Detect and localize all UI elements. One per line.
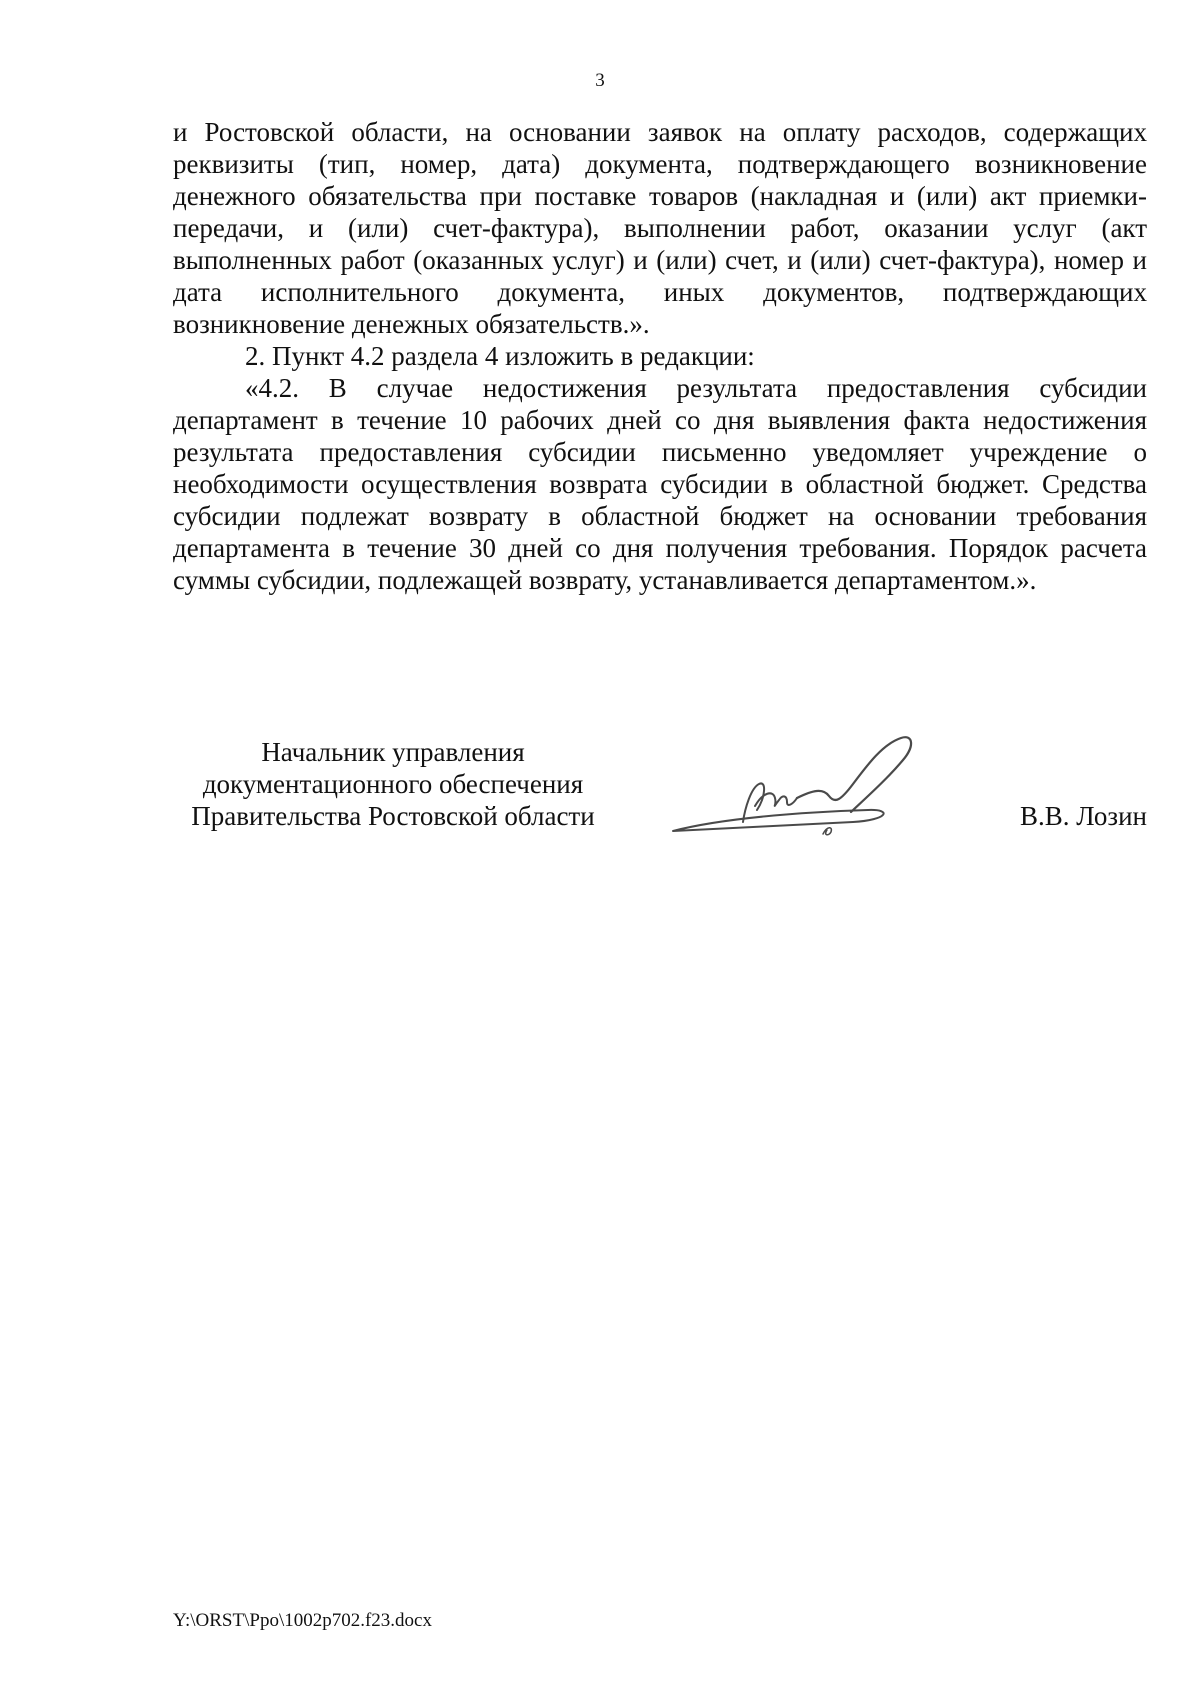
paragraph-clause-4-2: «4.2. В случае недостижения результата предоставления субсидии департамент в течение 10 рабочих дней со дня выявления факта недостижения результата предоставления субсидии письменно уведомляет учреждение о необходимости осуществления возврата субсидии в областной бюджет. Средства субсидии подлежат возврату в областной бюджет на основании требования департамента в течение 30 дней со дня получения требования. Порядок расчета суммы субсидии, подлежащей возврату, устанавливается департаментом.».	[173, 373, 1147, 595]
position-line-3: Правительства Ростовской области	[191, 801, 595, 831]
paragraph-continuation: и Ростовской области, на основании заявок на оплату расходов, содержащих реквизиты (тип, номер, дата) документа, подтверждающего возникновение денежного обязательства при поставке товаров (накладная и (или) акт приемки-передачи, и (или) счет-фактура), выполнении работ, оказании услуг (акт выполненных работ (оказанных услуг) и (или) счет, и (или) счет-фактура), номер и дата исполнительного документа, иных документов, подтверждающих возникновение денежных обязательств.».	[173, 117, 1147, 339]
footer-file-path: Y:\ORST\Ppo\1002p702.f23.docx	[173, 1610, 432, 1631]
signatory-position	[173, 736, 613, 832]
page-number: 3	[595, 70, 605, 91]
document-body	[173, 116, 1147, 596]
handwritten-signature-icon	[663, 726, 953, 846]
paragraph-item-2: 2. Пункт 4.2 раздела 4 изложить в редакции:	[245, 341, 755, 371]
signatory-name: В.В. Лозин	[1020, 801, 1147, 831]
signature-block	[173, 736, 1147, 856]
position-line-2: документационного обеспечения	[202, 769, 584, 799]
position-line-1: Начальник управления	[261, 737, 525, 767]
